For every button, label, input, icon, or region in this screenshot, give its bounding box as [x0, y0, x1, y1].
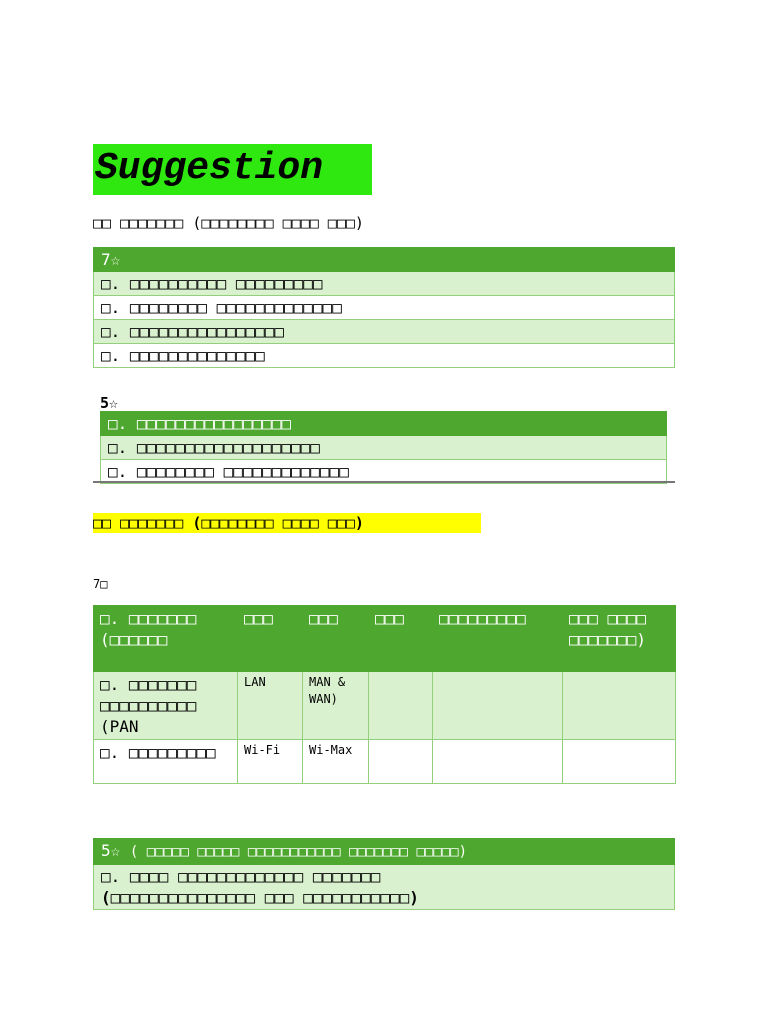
section-heading-1: □□ □□□□□□□ (□□□□□□□□ □□□□ □□□) [93, 214, 364, 232]
table-header [94, 839, 675, 865]
table-cell [369, 672, 433, 740]
table-cell [563, 672, 676, 740]
table-header-cell: □□□□□□□□□ [433, 606, 563, 672]
table-cell [369, 740, 433, 784]
divider [93, 481, 675, 483]
table-header-cell: □□□ □□□□ □□□□□□□) [563, 606, 676, 672]
table-cell [433, 740, 563, 784]
table-header-cell: □□□ [303, 606, 369, 672]
table-cell: □. □□□□□□□□□ [94, 740, 238, 784]
list-item-line: (□□□□□□□□□□□□□□□ □□□ □□□□□□□□□□□) [101, 888, 419, 907]
list-item [94, 865, 675, 910]
table-header: 7☆ [94, 248, 675, 272]
list-item: □. □□□□□□□□□□ □□□□□□□□□ [94, 272, 675, 296]
table-header-cell: □□□ [369, 606, 433, 672]
table-header-cell: □□□ [238, 606, 303, 672]
list-item-line: □. □□□□ □□□□□□□□□□□□□ □□□□□□□ [101, 867, 381, 886]
star-label: 5☆ [101, 841, 121, 860]
table-cell: MAN & WAN) [303, 672, 369, 740]
list-item: □. □□□□□□□□□□□□□□ [94, 344, 675, 368]
list-item: □. □□□□□□□□□□□□□□□□□□□ [101, 436, 667, 460]
section-heading-2: □□ □□□□□□□ (□□□□□□□□ □□□□ □□□) [93, 513, 481, 533]
suggestion-table-5-star [100, 411, 667, 484]
table-row [94, 672, 676, 740]
list-item: □. □□□□□□□□□□□□□□□□ [101, 412, 667, 436]
table-cell: □. □□□□□□□ □□□□□□□□□□ (PAN [94, 672, 238, 740]
list-item: □. □□□□□□□□ □□□□□□□□□□□□□ [94, 296, 675, 320]
network-types-table [93, 605, 676, 784]
table-cell [563, 740, 676, 784]
table-cell [433, 672, 563, 740]
table-cell: Wi-Max [303, 740, 369, 784]
table-cell: LAN [238, 672, 303, 740]
group-label-7: 7□ [93, 577, 108, 591]
table-cell: Wi-Fi [238, 740, 303, 784]
header-text: ( □□□□□ □□□□□ □□□□□□□□□□□ □□□□□□□ □□□□□) [129, 844, 468, 860]
list-item: □. □□□□□□□□□□□□□□□□ [94, 320, 675, 344]
list-item: □. □□□□□□□□ □□□□□□□□□□□□□ [101, 460, 667, 484]
suggestion-table-5-star-b [93, 838, 675, 910]
table-row [94, 740, 676, 784]
page-title: Suggestion [93, 144, 372, 195]
table-header-cell: □. □□□□□□□ (□□□□□□ [94, 606, 238, 672]
group-label-5-star: 5☆ [100, 394, 119, 412]
suggestion-table-7-star [93, 247, 675, 368]
